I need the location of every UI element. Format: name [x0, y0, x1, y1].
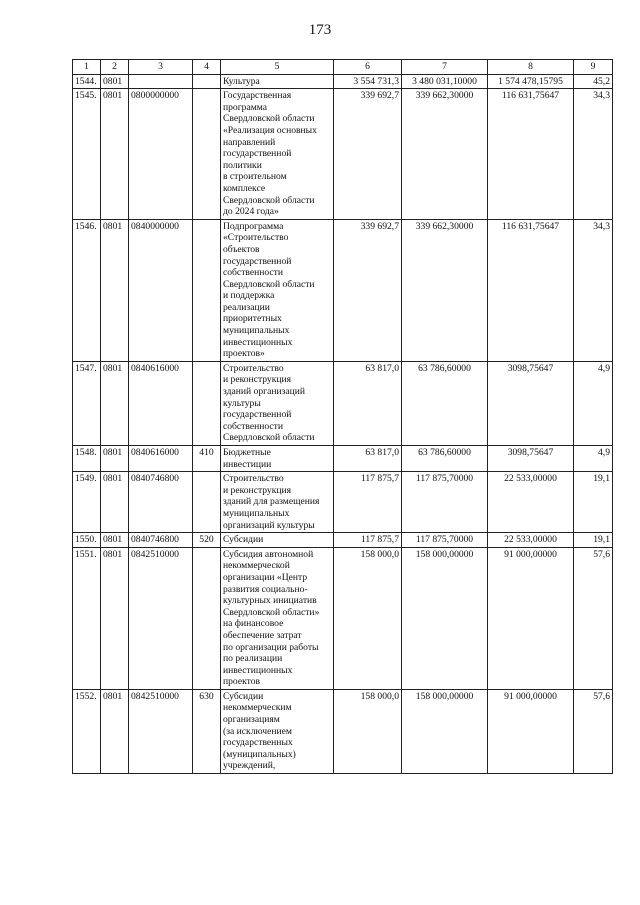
section-code: 0801 — [101, 219, 129, 361]
row-number: 1545. — [73, 89, 101, 220]
expense-type-code: 410 — [193, 446, 221, 472]
col-header: 9 — [574, 60, 613, 75]
value-col9: 4,9 — [574, 361, 613, 445]
value-col9: 4,9 — [574, 446, 613, 472]
row-number: 1551. — [73, 547, 101, 689]
table-row — [73, 689, 613, 773]
value-col7: 339 662,30000 — [402, 219, 488, 361]
value-col8: 91 000,00000 — [488, 689, 574, 773]
value-col6: 63 817,0 — [334, 446, 402, 472]
item-name: Субсидии — [221, 533, 334, 548]
value-col6: 339 692,7 — [334, 219, 402, 361]
target-code: 0842510000 — [129, 547, 193, 689]
item-name: Культура — [221, 74, 334, 89]
row-number: 1549. — [73, 472, 101, 533]
item-name: Бюджетные инвестиции — [221, 446, 334, 472]
item-name: Субсидии некоммерческим организациям (за исключением государственных (муниципальных) учреждений, — [221, 689, 334, 773]
row-number: 1546. — [73, 219, 101, 361]
target-code: 0840616000 — [129, 446, 193, 472]
item-name: Строительство и реконструкция зданий для размещения муниципальных организаций культуры — [221, 472, 334, 533]
target-code: 0840000000 — [129, 219, 193, 361]
row-number: 1548. — [73, 446, 101, 472]
item-name: Подпрограмма «Строительство объектов государственной собственности Свердловской области и поддержка реализации приоритетных муниципальных инвестиционных проектов» — [221, 219, 334, 361]
item-name: Субсидия автономной некоммерческой организации «Центр развития социально- культурных инициатив Свердловской области» на финансовое обеспечение затрат по организации работы по реализации инвестиционных проектов — [221, 547, 334, 689]
section-code: 0801 — [101, 74, 129, 89]
value-col7: 63 786,60000 — [402, 446, 488, 472]
expense-type-code: 520 — [193, 533, 221, 548]
expense-type-code: 630 — [193, 689, 221, 773]
section-code: 0801 — [101, 361, 129, 445]
section-code: 0801 — [101, 446, 129, 472]
table-row — [73, 74, 613, 89]
row-number: 1552. — [73, 689, 101, 773]
col-header: 2 — [101, 60, 129, 75]
value-col7: 158 000,00000 — [402, 689, 488, 773]
col-header: 5 — [221, 60, 334, 75]
target-code: 0840616000 — [129, 361, 193, 445]
header-row — [73, 60, 613, 75]
value-col9: 19,1 — [574, 533, 613, 548]
expense-type-code — [193, 547, 221, 689]
value-col7: 158 000,00000 — [402, 547, 488, 689]
expense-type-code — [193, 89, 221, 220]
table-row — [73, 533, 613, 548]
value-col7: 3 480 031,10000 — [402, 74, 488, 89]
value-col6: 3 554 731,3 — [334, 74, 402, 89]
section-code: 0801 — [101, 472, 129, 533]
item-name: Строительство и реконструкция зданий организаций культуры государственной собственности Свердловской области — [221, 361, 334, 445]
value-col7: 117 875,70000 — [402, 472, 488, 533]
col-header: 6 — [334, 60, 402, 75]
target-code — [129, 74, 193, 89]
expense-type-code — [193, 74, 221, 89]
value-col6: 158 000,0 — [334, 547, 402, 689]
table-row — [73, 446, 613, 472]
value-col6: 339 692,7 — [334, 89, 402, 220]
section-code: 0801 — [101, 89, 129, 220]
section-code: 0801 — [101, 533, 129, 548]
value-col8: 116 631,75647 — [488, 219, 574, 361]
value-col6: 158 000,0 — [334, 689, 402, 773]
value-col8: 1 574 478,15795 — [488, 74, 574, 89]
target-code: 0840746800 — [129, 472, 193, 533]
value-col6: 63 817,0 — [334, 361, 402, 445]
table-row — [73, 547, 613, 689]
table-row — [73, 472, 613, 533]
col-header: 7 — [402, 60, 488, 75]
value-col6: 117 875,7 — [334, 472, 402, 533]
item-name: Государственная программа Свердловской области «Реализация основных направлений государственной политики в строительном комплексе Свердловской области до 2024 года» — [221, 89, 334, 220]
expense-type-code — [193, 219, 221, 361]
page-number: 173 — [308, 22, 332, 38]
section-code: 0801 — [101, 547, 129, 689]
table-row — [73, 361, 613, 445]
col-header: 1 — [73, 60, 101, 75]
row-number: 1544. — [73, 74, 101, 89]
target-code: 0800000000 — [129, 89, 193, 220]
value-col7: 63 786,60000 — [402, 361, 488, 445]
value-col8: 22 533,00000 — [488, 472, 574, 533]
value-col7: 339 662,30000 — [402, 89, 488, 220]
value-col8: 91 000,00000 — [488, 547, 574, 689]
value-col8: 3098,75647 — [488, 361, 574, 445]
target-code: 0840746800 — [129, 533, 193, 548]
value-col8: 22 533,00000 — [488, 533, 574, 548]
target-code: 0842510000 — [129, 689, 193, 773]
value-col9: 34,3 — [574, 219, 613, 361]
value-col7: 117 875,70000 — [402, 533, 488, 548]
budget-table — [72, 59, 613, 774]
value-col9: 34,3 — [574, 89, 613, 220]
section-code: 0801 — [101, 689, 129, 773]
col-header: 8 — [488, 60, 574, 75]
expense-type-code — [193, 361, 221, 445]
value-col8: 3098,75647 — [488, 446, 574, 472]
value-col8: 116 631,75647 — [488, 89, 574, 220]
row-number: 1550. — [73, 533, 101, 548]
value-col9: 57,6 — [574, 689, 613, 773]
table-row — [73, 219, 613, 361]
value-col6: 117 875,7 — [334, 533, 402, 548]
expense-type-code — [193, 472, 221, 533]
row-number: 1547. — [73, 361, 101, 445]
value-col9: 45,2 — [574, 74, 613, 89]
table-row — [73, 89, 613, 220]
value-col9: 57,6 — [574, 547, 613, 689]
value-col9: 19,1 — [574, 472, 613, 533]
col-header: 3 — [129, 60, 193, 75]
col-header: 4 — [193, 60, 221, 75]
